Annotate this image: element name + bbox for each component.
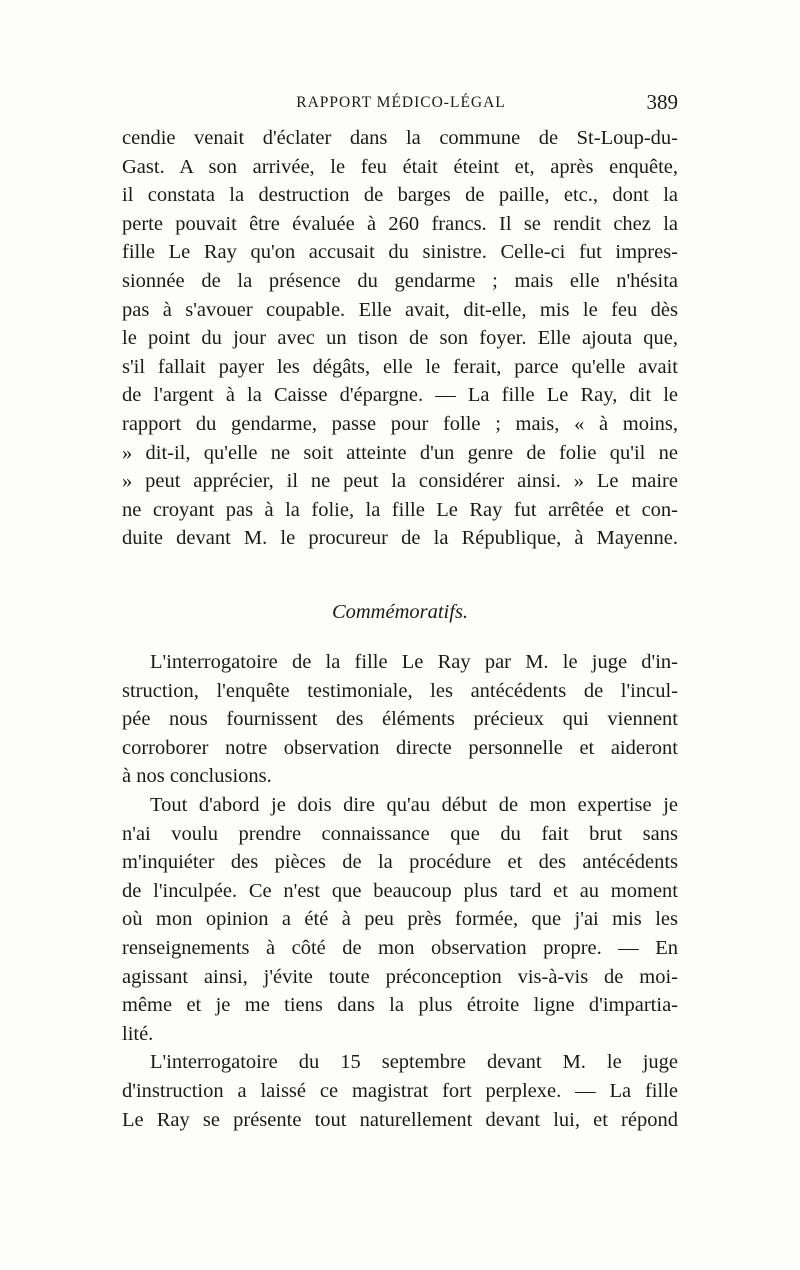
text-line: lité. bbox=[122, 1022, 154, 1045]
text-line: Gast. A son arrivée, le feu était éteint et, après enquête, bbox=[122, 155, 678, 178]
text-line: à nos conclusions. bbox=[122, 765, 272, 788]
text-line: cendie venait d'éclater dans la commune de St-Loup-du- bbox=[122, 127, 678, 149]
text-line: d'instruction a laissé ce magistrat fort perplexe. — La fille bbox=[122, 1079, 678, 1102]
text-line: ne croyant pas à la folie, la fille Le Ray fut arrêtée et con- bbox=[122, 498, 678, 521]
text-line: Tout d'abord je dois dire qu'au début de mon expertise je bbox=[150, 793, 678, 816]
text-line: s'il fallait payer les dégâts, elle le ferait, parce qu'elle avait bbox=[122, 355, 678, 378]
text-line: L'interrogatoire du 15 septembre devant M. le juge bbox=[150, 1051, 678, 1074]
text-line: n'ai voulu prendre connaissance que du fait brut sans bbox=[122, 822, 678, 845]
text-line: le point du jour avec un tison de son foyer. Elle ajouta que, bbox=[122, 327, 678, 350]
text-line: perte pouvait être évaluée à 260 francs. Il se rendit chez la bbox=[122, 212, 678, 235]
text-line: m'inquiéter des pièces de la procédure et des antécédents bbox=[122, 851, 678, 874]
text-line: de l'argent à la Caisse d'épargne. — La fille Le Ray, dit le bbox=[122, 384, 678, 407]
running-title: RAPPORT MÉDICO-LÉGAL bbox=[296, 94, 506, 111]
paragraph-1 bbox=[122, 124, 678, 553]
running-header bbox=[124, 92, 678, 122]
text-line: renseignements à côté de mon observation propre. — En bbox=[122, 936, 678, 959]
text-line: Le Ray se présente tout naturellement devant lui, et répond bbox=[122, 1108, 678, 1131]
text-line: » dit-il, qu'elle ne soit atteinte d'un genre de folie qu'il ne bbox=[122, 441, 678, 464]
page-number: 389 bbox=[646, 90, 678, 114]
text-line: struction, l'enquête testimoniale, les antécédents de l'incul- bbox=[122, 679, 678, 702]
paragraphs-2-4 bbox=[122, 648, 678, 1134]
text-line: pas à s'avouer coupable. Elle avait, dit-elle, mis le feu dès bbox=[122, 298, 678, 321]
text-line: même et je me tiens dans la plus étroite ligne d'impartia- bbox=[122, 994, 678, 1017]
text-line: L'interrogatoire de la fille Le Ray par M. le juge d'in- bbox=[150, 651, 678, 673]
text-line: » peut apprécier, il ne peut la considérer ainsi. » Le maire bbox=[122, 470, 678, 493]
text-line: corroborer notre observation directe personnelle et aideront bbox=[122, 736, 678, 759]
text-line: sionnée de la présence du gendarme ; mais elle n'hésita bbox=[122, 269, 678, 292]
text-line: fille Le Ray qu'on accusait du sinistre. Celle-ci fut impres- bbox=[122, 241, 678, 264]
text-line: pée nous fournissent des éléments précieux qui viennent bbox=[122, 708, 678, 731]
text-line: où mon opinion a été à peu près formée, que j'ai mis les bbox=[122, 908, 678, 931]
text-line: il constata la destruction de barges de paille, etc., dont la bbox=[122, 184, 678, 207]
text-line: agissant ainsi, j'évite toute préconception vis-à-vis de moi- bbox=[122, 965, 678, 988]
text-line: duite devant M. le procureur de la République, à Mayenne. bbox=[122, 527, 678, 550]
text-line: rapport du gendarme, passe pour folle ; mais, « à moins, bbox=[122, 412, 678, 435]
text-line: de l'inculpée. Ce n'est que beaucoup plus tard et au moment bbox=[122, 879, 678, 902]
section-heading: Commémoratifs. bbox=[331, 601, 469, 623]
